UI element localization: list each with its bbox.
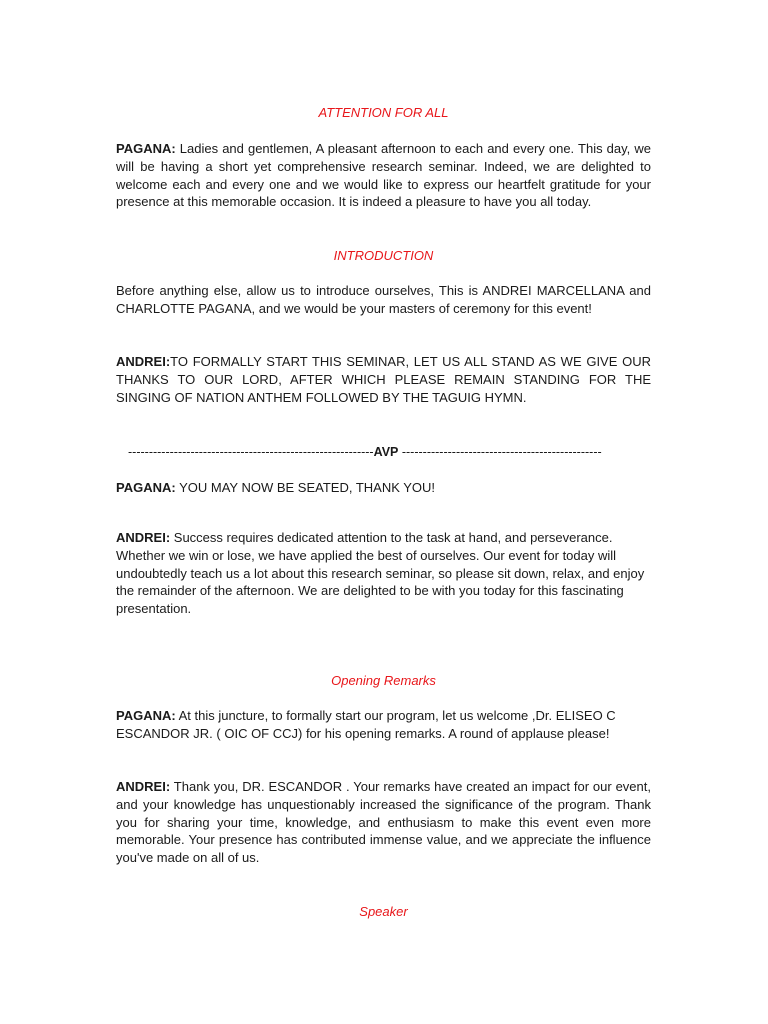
paragraph-success xyxy=(116,529,651,618)
heading-attention: ATTENTION FOR ALL xyxy=(318,105,449,120)
avp-divider xyxy=(128,443,653,461)
paragraph-opening-pagana xyxy=(116,707,651,743)
paragraph-andrei-anthem xyxy=(116,353,651,406)
paragraph-text: At this juncture, to formally start our program, let us welcome ,Dr. ELISEO C ESCANDOR JR. ( OIC OF CCJ) for his opening remarks. A round of applause please! xyxy=(116,708,616,741)
paragraph-text: Ladies and gentlemen, A pleasant afternoon to each and every one. This day, we will be having a short yet comprehensive research seminar. Indeed, we are delighted to welcome each and every one and we would like to express our heartfelt gratitude for your presence at this memorable occasion. It is indeed a pleasure to have you all today. xyxy=(116,141,651,210)
speaker-label: PAGANA: xyxy=(116,141,176,156)
paragraph-attention xyxy=(116,140,651,211)
paragraph-opening-andrei xyxy=(116,778,651,867)
paragraph-text: TO FORMALLY START THIS SEMINAR, LET US ALL STAND AS WE GIVE OUR THANKS TO OUR LORD, AFTER WHICH PLEASE REMAIN STANDING FOR THE SINGING OF NATION ANTHEM FOLLOWED BY THE TAGUIG HYMN. xyxy=(116,354,651,405)
paragraph-text: Success requires dedicated attention to the task at hand, and perseverance. Whether we win or lose, we have applied the best of ourselves. Our event for today will undoubtedly teach us a lot about this research seminar, so please sit down, relax, and enjoy the remainder of the afternoon. We are delighted to be with you today for this fascinating presentation. xyxy=(116,530,645,617)
paragraph-introduction: Before anything else, allow us to introduce ourselves, This is ANDREI MARCELLANA and CHARLOTTE PAGANA, and we would be your masters of ceremony for this event! xyxy=(116,283,651,316)
speaker-label: PAGANA: xyxy=(116,708,176,723)
heading-opening-remarks: Opening Remarks xyxy=(331,673,436,688)
speaker-label: PAGANA: xyxy=(116,480,176,495)
heading-speaker: Speaker xyxy=(359,904,408,919)
paragraph-text: Thank you, DR. ESCANDOR . Your remarks have created an impact for our event, and your knowledge has unquestionably increased the significance of the program. Thank you for sharing your time, knowledge, and enthusiasm to make this event even more memorable. Your presence has contributed immense value, and we appreciate the influence you've made on all of us. xyxy=(116,779,651,866)
paragraph-text: YOU MAY NOW BE SEATED, THANK YOU! xyxy=(175,480,436,495)
speaker-label: ANDREI: xyxy=(116,530,171,545)
avp-label: AVP xyxy=(373,445,399,459)
speaker-label: ANDREI: xyxy=(116,354,171,369)
speaker-label: ANDREI: xyxy=(116,779,171,794)
heading-introduction: INTRODUCTION xyxy=(333,248,434,263)
divider-dashes-right: ------------------------------------------------ xyxy=(398,445,602,459)
paragraph-seated xyxy=(116,479,651,497)
divider-dashes-left: ----------------------------------------------------------- xyxy=(128,445,374,459)
